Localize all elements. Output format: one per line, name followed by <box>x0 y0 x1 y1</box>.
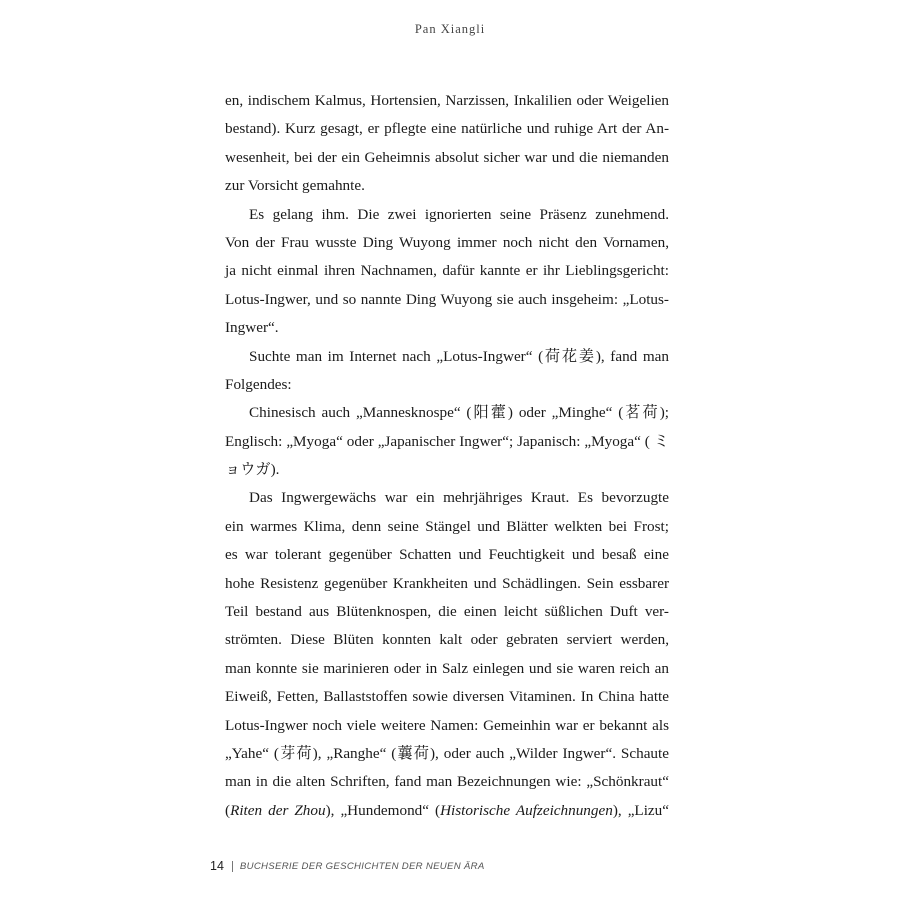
text-line: es war tolerant gegenüber Schatten und Feuchtigkeit und besaß eine <box>225 546 669 564</box>
page-footer <box>210 858 485 874</box>
text-line: ョウガ). <box>225 461 280 479</box>
text-line: Es gelang ihm. Die zwei ignorierten seine Präsenz zunehmend. <box>249 205 669 223</box>
text-line: Eiweiß, Fetten, Ballaststoffen sowie diversen Vitaminen. In China hatte <box>225 688 669 706</box>
text-fragment: ( <box>225 801 231 819</box>
text-line: ein warmes Klima, denn seine Stängel und Blätter welkten bei Frost; <box>225 517 669 535</box>
text-fragment: ), „Lizu“ <box>612 801 670 819</box>
text-line: Lotus-Ingwer noch viele weitere Namen: Gemeinhin war er bekannt als <box>225 716 669 734</box>
italic-title-historische-aufzeichnungen: Historische Aufzeichnungen <box>440 801 613 819</box>
text-line: Von der Frau wusste Ding Wuyong immer noch nicht den Vornamen, <box>225 233 669 251</box>
text-line: en, indischem Kalmus, Hortensien, Narzissen, Inkalilien oder Weigelien <box>225 92 669 109</box>
text-line: Das Ingwergewächs war ein mehrjähriges Kraut. Es bevorzugte <box>249 489 669 507</box>
paragraph <box>225 484 669 825</box>
text-line: Chinesisch auch „Mannesknospe“ (阳藿) oder „Minghe“ (茗荷); <box>249 404 669 422</box>
text-line: wesenheit, bei der ein Geheimnis absolut sicher war und die niemanden <box>225 148 669 166</box>
text-fragment: ), „Hundemond“ ( <box>325 801 441 819</box>
text-line: ja nicht einmal ihren Nachnamen, dafür kannte er ihr Lieblingsgericht: <box>225 262 669 280</box>
text-line: hohe Resistenz gegenüber Krankheiten und Schädlingen. Sein essbarer <box>225 574 669 592</box>
italic-title-riten-der-zhou: Riten der Zhou <box>230 801 326 819</box>
page-number: 14 <box>210 859 224 873</box>
paragraph <box>225 399 669 484</box>
text-line: man konnte sie marinieren oder in Salz einlegen und sie waren reich an <box>225 659 669 677</box>
series-title: BUCHSERIE DER GESCHICHTEN DER NEUEN ÄRA <box>239 860 485 872</box>
text-line: zur Vorsicht gemahnte. <box>225 177 365 195</box>
text-line: Ingwer“. <box>225 319 279 337</box>
text-line: Lotus-Ingwer, und so nannte Ding Wuyong sie auch insgeheim: „Lotus- <box>225 290 669 308</box>
text-line: Teil bestand aus Blütenknospen, die einen leicht süßlichen Duft ver- <box>225 603 669 621</box>
text-line: strömten. Diese Blüten konnten kalt oder gebraten serviert werden, <box>225 631 669 649</box>
text-line: Suchte man im Internet nach „Lotus-Ingwer“ (荷花姜), fand man <box>249 347 669 365</box>
paragraph <box>225 87 669 201</box>
text-line: man in die alten Schriften, fand man Bezeichnungen wie: „Schönkraut“ <box>225 773 669 791</box>
paragraph <box>225 201 669 343</box>
text-line-with-italic-titles <box>225 797 669 825</box>
body-text <box>225 87 669 825</box>
text-line: Englisch: „Myoga“ oder „Japanischer Ingwer“; Japanisch: „Myoga“ ( ミ <box>225 432 669 450</box>
footer-divider <box>232 861 233 872</box>
text-line: bestand). Kurz gesagt, er pflegte eine natürliche und ruhige Art der An- <box>225 120 669 138</box>
text-line: Folgendes: <box>225 375 292 393</box>
paragraph <box>225 343 669 400</box>
running-head-author: Pan Xiangli <box>414 22 486 36</box>
text-line: „Yahe“ (芽荷), „Ranghe“ (蘘荷), oder auch „Wilder Ingwer“. Schaute <box>225 744 669 762</box>
